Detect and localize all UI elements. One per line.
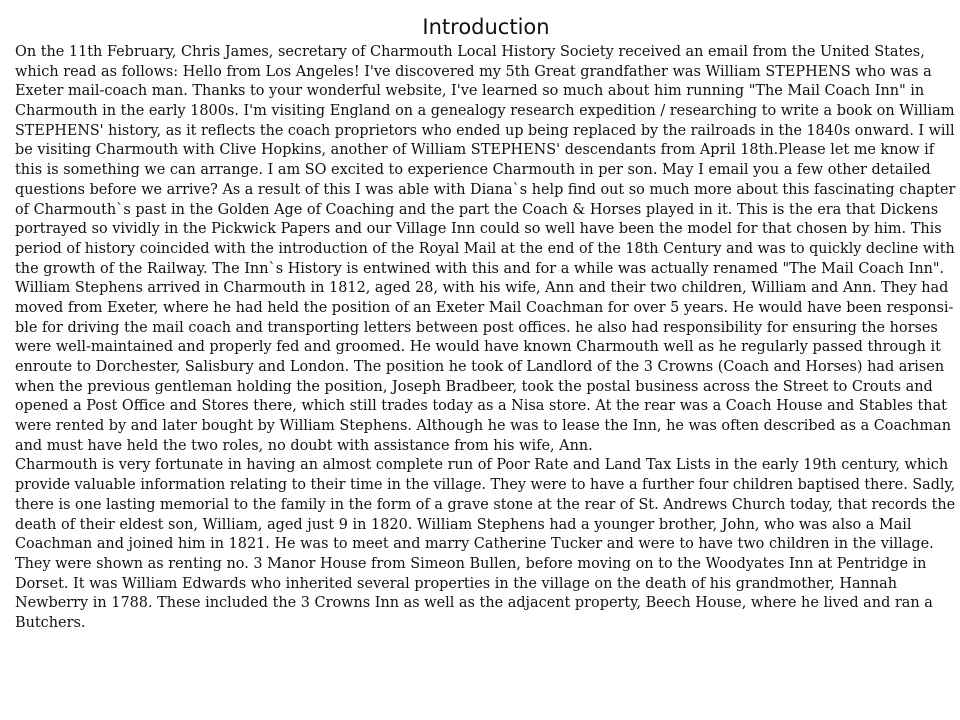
text-line: and must have held the two roles, no doubt with assistance from his wife, Ann. <box>15 437 593 454</box>
text-line: Charmouth in the early 1800s. I'm visiting England on a genealogy research expedition / researching to write a book on William <box>15 103 955 120</box>
page-title: Introduction <box>422 15 550 39</box>
text-line: of Charmouth`s past in the Golden Age of Coaching and the part the Coach & Horses played in it. This is the era that Dickens <box>15 201 939 218</box>
text-line: were rented by and later bought by William Stephens. Although he was to lease the Inn, he was often described as a Coachman <box>15 418 952 435</box>
text-line: were well-maintained and properly fed and groomed. He would have known Charmouth well as he regularly passed through it <box>15 339 941 356</box>
text-line: They were shown as renting no. 3 Manor House from Simeon Bullen, before moving on to the Woodyates Inn at Pentridge in <box>15 555 927 572</box>
paragraph <box>15 43 960 456</box>
text-line: Coachman and joined him in 1821. He was to meet and marry Catherine Tucker and were to have two children in the village. <box>15 536 934 553</box>
text-line: Dorset. It was William Edwards who inherited several properties in the village on the death of his grandmother, Hannah <box>15 575 898 592</box>
text-line: this is something we can arrange. I am SO excited to experience Charmouth in per son. May I email you a few other detailed <box>15 162 931 179</box>
text-line: which read as follows: Hello from Los Angeles! I've discovered my 5th Great grandfather was William STEPHENS who was a <box>15 63 932 80</box>
text-line: Butchers. <box>15 614 86 631</box>
paragraph <box>15 456 960 633</box>
text-line: provide valuable information relating to their time in the village. They were to have a further four children baptised there. Sadly, <box>15 477 956 494</box>
text-line: moved from Exeter, where he had held the position of an Exeter Mail Coachman for over 5 years. He would have been responsi- <box>15 299 954 316</box>
text-line: portrayed so vividly in the Pickwick Papers and our Village Inn could so well have been the model for that chosen by him. This <box>15 221 942 238</box>
text-line: questions before we arrive? As a result of this I was able with Diana`s help find out so much more about this fascinating chapter <box>15 181 956 198</box>
text-line: William Stephens arrived in Charmouth in 1812, aged 28, with his wife, Ann and their two children, William and Ann. They had <box>15 280 949 297</box>
text-line: STEPHENS' history, as it reflects the coach proprietors who ended up being replaced by the railroads in the 1840s onward. I will <box>15 122 955 139</box>
document-body <box>15 43 960 634</box>
text-line: Newberry in 1788. These included the 3 Crowns Inn as well as the adjacent property, Beech House, where he lived and ran a <box>15 595 933 612</box>
text-line: On the 11th February, Chris James, secretary of Charmouth Local History Society received an email from the United States, <box>15 44 925 60</box>
text-line: death of their eldest son, William, aged just 9 in 1820. William Stephens had a younger brother, John, who was also a Mail <box>15 516 912 533</box>
text-line: period of history coincided with the introduction of the Royal Mail at the end of the 18th Century and was to quickly decline with <box>15 240 955 257</box>
text-line: opened a Post Office and Stores there, which still trades today as a Nisa store. At the rear was a Coach House and Stables that <box>15 398 947 415</box>
text-line: Charmouth is very fortunate in having an almost complete run of Poor Rate and Land Tax Lists in the early 19th century, which <box>15 457 949 474</box>
text-line: there is one lasting memorial to the family in the form of a grave stone at the rear of St. Andrews Church today, that records the <box>15 496 956 513</box>
text-line: Exeter mail-coach man. Thanks to your wonderful website, I've learned so much about him running "The Mail Coach Inn" in <box>15 83 925 100</box>
text-line: enroute to Dorchester, Salisbury and London. The position he took of Landlord of the 3 Crowns (Coach and Horses) had arisen <box>15 359 945 375</box>
text-line: when the previous gentleman holding the position, Joseph Bradbeer, took the postal business across the Street to Crouts and <box>15 378 933 395</box>
text-line: the growth of the Railway. The Inn`s History is entwined with this and for a while was actually renamed "The Mail Coach Inn". <box>15 260 945 277</box>
text-line: ble for driving the mail coach and transporting letters between post offices. he also had responsibility for ensuring the horses <box>15 319 938 336</box>
text-line: be visiting Charmouth with Clive Hopkins, another of William STEPHENS' descendants from April 18th.Please let me know if <box>15 142 935 159</box>
